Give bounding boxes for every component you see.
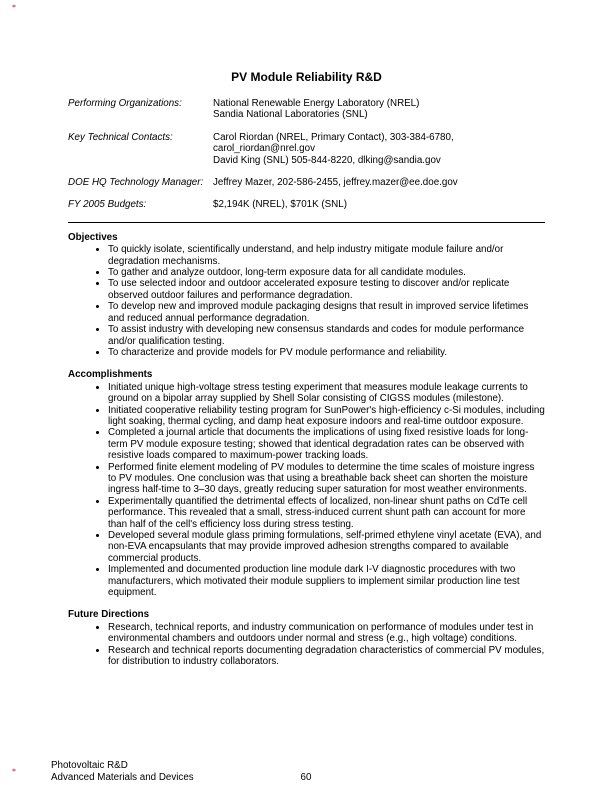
bullet-item: • Initiated unique high-voltage stress testing experiment that measures module leakage currents to ground on a bipolar array supplied by Shell Solar consisting of CIGSS modules (milestone). — [108, 382, 545, 405]
meta-label: FY 2005 Budgets: — [68, 199, 147, 211]
meta-value-line: Sandia National Laboratories (SNL) — [213, 109, 368, 121]
page-footer — [0, 759, 612, 783]
meta-row-key-technical-contacts — [68, 132, 545, 166]
section-future-directions — [68, 609, 545, 667]
section-heading: Objectives — [68, 231, 118, 243]
meta-label: DOE HQ Technology Manager: — [68, 177, 204, 189]
meta-row-fy-2005-budgets — [68, 199, 545, 210]
bullet-list — [68, 244, 545, 358]
meta-value — [213, 199, 545, 210]
bullet-item: • Initiated cooperative reliability testing program for SunPower's high-efficiency c-Si modules, including light soaking, thermal cycling, and damp heat exposure indoors and real-time outdoor exposure. — [108, 405, 545, 428]
meta-value — [213, 177, 545, 188]
bullet-item: • Research and technical reports documenting degradation characteristics of commercial PV modules, for distribution to industry collaborators. — [108, 645, 545, 668]
meta-row-performing-organizations — [68, 98, 545, 121]
bullet-item: • To develop new and improved module packaging designs that result in improved service lifetimes and reduced annual performance degradation. — [108, 301, 545, 324]
page-title: PV Module Reliability R&D — [231, 70, 382, 84]
meta-value-line: David King (SNL) 505-844-8220, dlking@sandia.gov — [213, 154, 441, 166]
bullet-item: • To gather and analyze outdoor, long-term exposure data for all candidate modules. — [108, 267, 545, 278]
section-heading: Future Directions — [68, 609, 150, 621]
bullet-item: • To characterize and provide models for PV module performance and reliability. — [108, 347, 545, 358]
meta-value-line: Carol Riordan (NREL, Primary Contact), 303-384-6780, — [213, 131, 454, 143]
red-corner-mark-bottom: * — [12, 767, 16, 776]
footer-line-1: Photovoltaic R&D — [51, 760, 128, 772]
meta-label: Key Technical Contacts: — [68, 131, 173, 143]
page-number: 60 — [300, 771, 312, 783]
section-accomplishments — [68, 369, 545, 598]
bullet-item: • Developed several module glass priming formulations, self-primed ethylene vinyl acetate (EVA), and non-EVA encapsulants that may provide improved adhesion strengths compared to available commercial products. — [108, 530, 545, 564]
bullet-item: • To quickly isolate, scientifically understand, and help industry mitigate module failure and/or degradation mechanisms. — [108, 244, 545, 267]
meta-label: Performing Organizations: — [68, 98, 182, 109]
red-corner-mark-top: * — [12, 3, 16, 12]
bullet-list — [68, 382, 545, 599]
meta-row-doe-hq-technology-manager — [68, 177, 545, 188]
bullet-item: • Implemented and documented production line module dark I-V diagnostic procedures with two manufacturers, which motivated their module suppliers to implement similar production line test equipment. — [108, 564, 545, 598]
section-objectives — [68, 232, 545, 358]
bullet-list — [68, 622, 545, 668]
footer-line-2: Advanced Materials and Devices — [51, 771, 194, 783]
meta-value — [213, 132, 545, 166]
bullet-item: • Research, technical reports, and industry communication on performance of modules under test in environmental chambers and outdoors under normal and stress (e.g., high voltage) conditions. — [108, 622, 545, 645]
section-heading: Accomplishments — [68, 369, 153, 381]
meta-value-line: National Renewable Energy Laboratory (NREL) — [213, 98, 420, 109]
horizontal-rule — [68, 222, 545, 223]
bullet-item: • Performed finite element modeling of PV modules to determine the time scales of moisture ingress to PV modules. One conclusion was that using a breathable back sheet can shorten the moisture ingress half-time to 3–30 days, greatly reducing super saturation for most weather environments. — [108, 462, 545, 496]
meta-value — [213, 98, 545, 121]
meta-value-line: Jeffrey Mazer, 202-586-2455, jeffrey.mazer@ee.doe.gov — [213, 177, 458, 189]
bullet-item: • Experimentally quantified the detrimental effects of localized, non-linear shunt paths on CdTe cell performance. This revealed that a small, stress-induced current shunt path can account for more than half of the cell's efficiency loss during stress testing. — [108, 496, 545, 530]
bullet-item: • Completed a journal article that documents the implications of using fixed resistive loads for long-term PV module exposure testing; showed that identical degradation rates can be observed with resistive loads compared to maximum-power tracking loads. — [108, 427, 545, 461]
meta-block — [68, 98, 545, 211]
meta-value-line: $2,194K (NREL), $701K (SNL) — [213, 199, 347, 211]
bullet-item: • To assist industry with developing new consensus standards and codes for module performance and/or qualification testing. — [108, 324, 545, 347]
meta-value-line: carol_riordan@nrel.gov — [213, 143, 315, 155]
bullet-item: • To use selected indoor and outdoor accelerated exposure testing to discover and/or replicate observed outdoor failures and performance degradation. — [108, 278, 545, 301]
